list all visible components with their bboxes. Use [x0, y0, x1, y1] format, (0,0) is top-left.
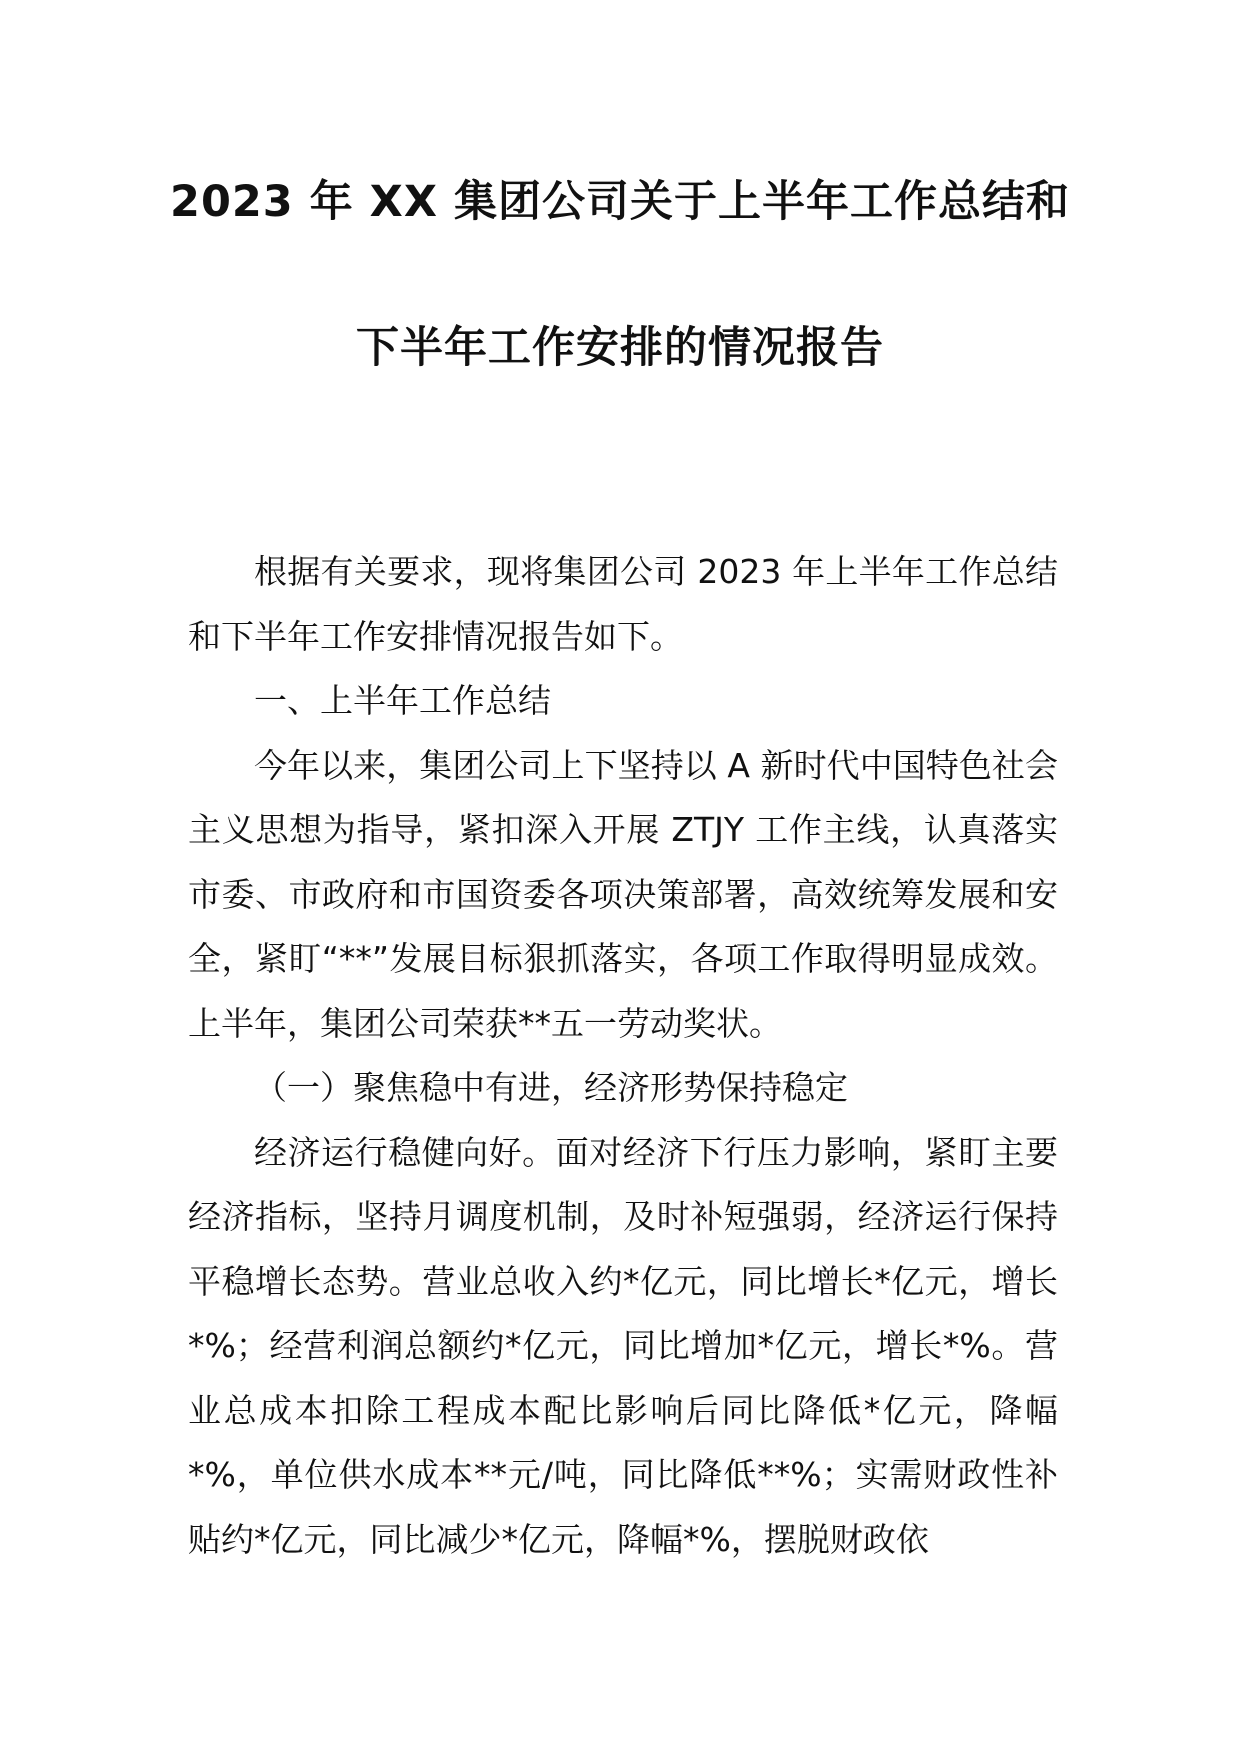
document-body	[188, 540, 1058, 1572]
subsection-heading-1: （一）聚焦稳中有进，经济形势保持稳定	[254, 1068, 848, 1107]
intro-paragraph: 根据有关要求，现将集团公司 2023 年上半年工作总结和下半年工作安排情况报告如下。	[188, 552, 1058, 656]
document-title-line-2: 下半年工作安排的情况报告	[356, 323, 884, 373]
economy-paragraph: 经济运行稳健向好。面对经济下行压力影响，紧盯主要经济指标，坚持月调度机制，及时补短强弱，经济运行保持平稳增长态势。营业总收入约*亿元，同比增长*亿元，增长*%；经营利润总额约*亿元，同比增加*亿元，增长*%。营业总成本扣除工程成本配比影响后同比降低*亿元，降幅*%，单位供水成本**元/吨，同比降低**%；实需财政性补贴约*亿元，同比减少*亿元，降幅*%，摆脱财政依	[188, 1132, 1058, 1559]
section-heading-1: 一、上半年工作总结	[254, 681, 551, 720]
summary-paragraph: 今年以来，集团公司上下坚持以 A 新时代中国特色社会主义思想为指导，紧扣深入开展 ZTJY 工作主线，认真落实市委、市政府和市国资委各项决策部署，高效统筹发展和安全，紧盯“**”发展目标狠抓落实，各项工作取得明显成效。上半年，集团公司荣获**五一劳动奖状。	[188, 745, 1058, 1043]
document-title-line-1: 2023 年 XX 集团公司关于上半年工作总结和	[170, 177, 1070, 227]
